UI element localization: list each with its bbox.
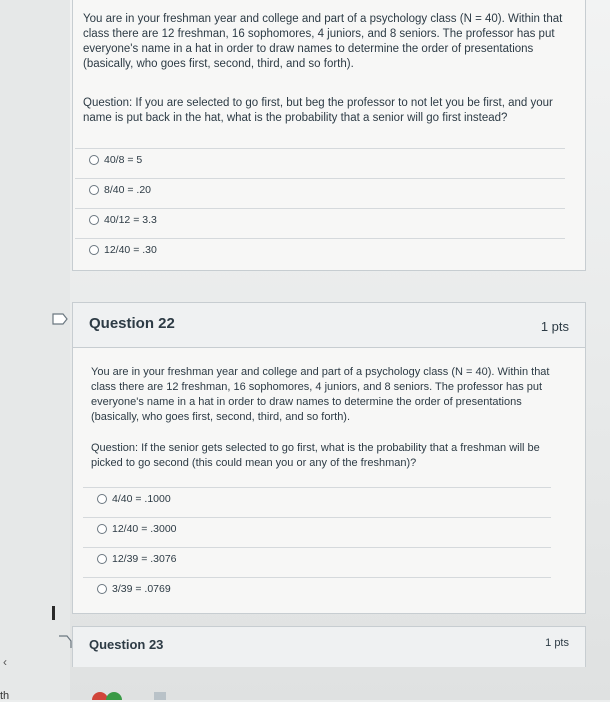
body-line: everyone's name in a hat in order to draw names to determine the order of presentations [91,396,522,408]
radio-button[interactable] [89,245,99,255]
answer-label: 40/12 = 3.3 [104,214,157,226]
body-line: You are in your freshman year and college and part of a psychology class (N = 40). Within that [91,366,550,378]
left-edge-text: th [0,690,10,702]
answer-option[interactable] [83,577,551,600]
body-line: class there are 12 freshman, 16 sophomores, 4 juniors, and 8 seniors. The professor has put [91,381,543,393]
answer-label: 8/40 = .20 [104,184,151,196]
prompt-line: Question: If you are selected to go first, but beg the professor to not let you be first, and your [83,97,553,109]
radio-button[interactable] [89,185,99,195]
body-line: everyone's name in a hat in order to draw names to determine the order of presentations [83,43,534,55]
chevron-left-icon[interactable]: ‹ [3,655,7,669]
radio-button[interactable] [89,215,99,225]
answer-label: 3/39 = .0769 [112,583,171,595]
answer-label: 40/8 = 5 [104,154,143,166]
question-points: 1 pts [545,637,569,649]
answer-label: 4/40 = .1000 [112,493,171,505]
prompt-line: name is put back in the hat, what is the probability that a senior will go first instead? [83,112,508,124]
question-22-card [72,302,586,614]
body-line: (basically, who goes first, second, third, and so forth). [91,411,351,423]
question-21-card [72,0,586,271]
scroll-marker [52,606,55,620]
question-21-answers [75,148,565,268]
answer-option[interactable] [83,517,551,540]
answer-option[interactable] [83,547,551,570]
body-line: class there are 12 freshman, 16 sophomores, 4 juniors, and 8 seniors. The professor has put [83,28,555,40]
taskbar-app-icon[interactable] [152,688,168,700]
question-22-answers [83,487,551,607]
radio-button[interactable] [89,155,99,165]
body-line: You are in your freshman year and college and part of a psychology class (N = 40). Within that [83,13,563,25]
answer-label: 12/39 = .3076 [112,553,177,565]
question-title: Question 22 [89,315,175,332]
left-margin [0,0,70,700]
taskbar-app-icon[interactable] [92,688,136,700]
question-22-body [91,365,571,425]
answer-option[interactable] [75,238,565,261]
answer-option[interactable] [75,208,565,231]
question-21-body [83,12,578,72]
answer-option[interactable] [75,178,565,201]
question-23-card [72,626,586,667]
radio-button[interactable] [97,524,107,534]
question-23-header [73,627,585,667]
question-22-prompt [91,441,571,471]
prompt-line: picked to go second (this could mean you or any of the freshman)? [91,457,417,469]
question-title: Question 23 [89,637,164,652]
answer-label: 12/40 = .30 [104,244,157,256]
question-21-prompt [83,96,578,126]
flag-question-icon[interactable] [58,634,72,648]
body-line: (basically, who goes first, second, third, and so forth). [83,58,354,70]
question-points: 1 pts [540,319,569,334]
answer-label: 12/40 = .3000 [112,523,177,535]
radio-button[interactable] [97,554,107,564]
question-22-header [73,303,585,348]
prompt-line: Question: If the senior gets selected to go first, what is the probability that a freshman will be [91,442,540,454]
answer-option[interactable] [75,148,565,171]
flag-question-icon[interactable] [52,313,68,325]
radio-button[interactable] [97,584,107,594]
radio-button[interactable] [97,494,107,504]
answer-option[interactable] [83,487,551,510]
